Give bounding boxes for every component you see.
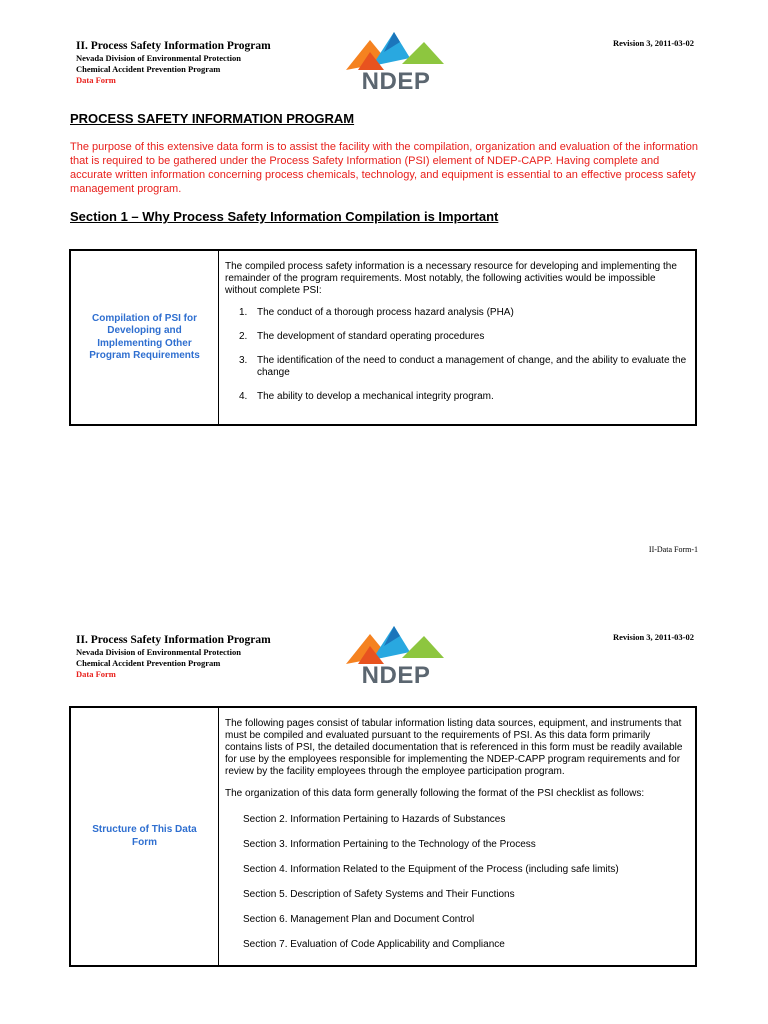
box-body bbox=[219, 708, 695, 965]
list-item: Section 4. Information Related to the Equipment of the Process (including safe limits) bbox=[243, 864, 619, 875]
box-text-1: The following pages consist of tabular information listing data sources, equipment, and instruments that must be compiled and evaluated pursuant to the requirements of PSI. As this data form primarily contains lists of PSI, the detailed documentation that is referenced in this form must be readily available for use by the employees responsible for implementing the NDEP-CAPP program requirements and for review by the facility employees through the employee participation program. bbox=[225, 718, 683, 777]
sections-list bbox=[225, 814, 687, 951]
form-type: Data Form bbox=[76, 75, 116, 85]
section-1-title: Section 1 – Why Process Safety Information Compilation is Important bbox=[70, 209, 499, 224]
list-item: 1. The conduct of a thorough process hazard analysis (PHA) bbox=[239, 307, 514, 318]
page-number: II-Data Form-1 bbox=[648, 545, 698, 554]
box-label: Compilation of PSI for Developing and Implementing Other Program Requirements bbox=[71, 251, 219, 424]
revision-label: Revision 3, 2011-03-02 bbox=[613, 38, 694, 48]
page-header bbox=[76, 634, 271, 680]
document-title: PROCESS SAFETY INFORMATION PROGRAM bbox=[70, 111, 355, 126]
agency-name: Nevada Division of Environmental Protection bbox=[76, 647, 241, 657]
ndep-logo bbox=[344, 622, 448, 692]
list-item: Section 2. Information Pertaining to Hazards of Substances bbox=[243, 814, 506, 825]
psi-compilation-box bbox=[69, 249, 697, 426]
list-item: Section 5. Description of Safety Systems and Their Functions bbox=[243, 889, 515, 900]
list-item: Section 7. Evaluation of Code Applicability and Compliance bbox=[243, 939, 505, 950]
mountain-logo-icon bbox=[344, 622, 448, 666]
program-title: II. Process Safety Information Program bbox=[76, 634, 271, 646]
program-name: Chemical Accident Prevention Program bbox=[76, 64, 221, 74]
list-item: 4. The ability to develop a mechanical integrity program. bbox=[239, 391, 494, 402]
form-type: Data Form bbox=[76, 669, 116, 679]
activities-list bbox=[225, 307, 687, 403]
page-header bbox=[76, 40, 271, 86]
box-text-2: The organization of this data form generally following the format of the PSI checklist as follows: bbox=[225, 788, 645, 799]
mountain-logo-icon bbox=[344, 28, 448, 72]
list-item: Section 3. Information Pertaining to the Technology of the Process bbox=[243, 839, 536, 850]
box-body bbox=[219, 251, 695, 424]
intro-paragraph: The purpose of this extensive data form is to assist the facility with the compilation, organization and evaluation of the information that is required to be gathered under the Process Safety Information (PSI) element of NDEP-CAPP. Having complete and accurate written information concerning process chemicals, technology, and equipment is essential to an effective process safety management program. bbox=[70, 141, 698, 195]
logo-text: NDEP bbox=[361, 68, 431, 95]
structure-box bbox=[69, 706, 697, 967]
page-2 bbox=[0, 594, 768, 1024]
logo-text: NDEP bbox=[361, 662, 431, 689]
box-intro-text: The compiled process safety information is a necessary resource for developing and implementing the remainder of the program requirements. Most notably, the following activities would be impossible without complete PSI: bbox=[225, 261, 677, 296]
agency-name: Nevada Division of Environmental Protection bbox=[76, 53, 241, 63]
ndep-logo bbox=[344, 28, 448, 98]
program-title: II. Process Safety Information Program bbox=[76, 40, 271, 52]
list-item: 2. The development of standard operating procedures bbox=[239, 331, 485, 342]
program-name: Chemical Accident Prevention Program bbox=[76, 658, 221, 668]
list-item: Section 6. Management Plan and Document Control bbox=[243, 914, 475, 925]
box-label: Structure of This Data Form bbox=[71, 708, 219, 965]
list-item: 3. The identification of the need to conduct a management of change, and the ability to evaluate the change bbox=[239, 355, 687, 378]
revision-label: Revision 3, 2011-03-02 bbox=[613, 632, 694, 642]
